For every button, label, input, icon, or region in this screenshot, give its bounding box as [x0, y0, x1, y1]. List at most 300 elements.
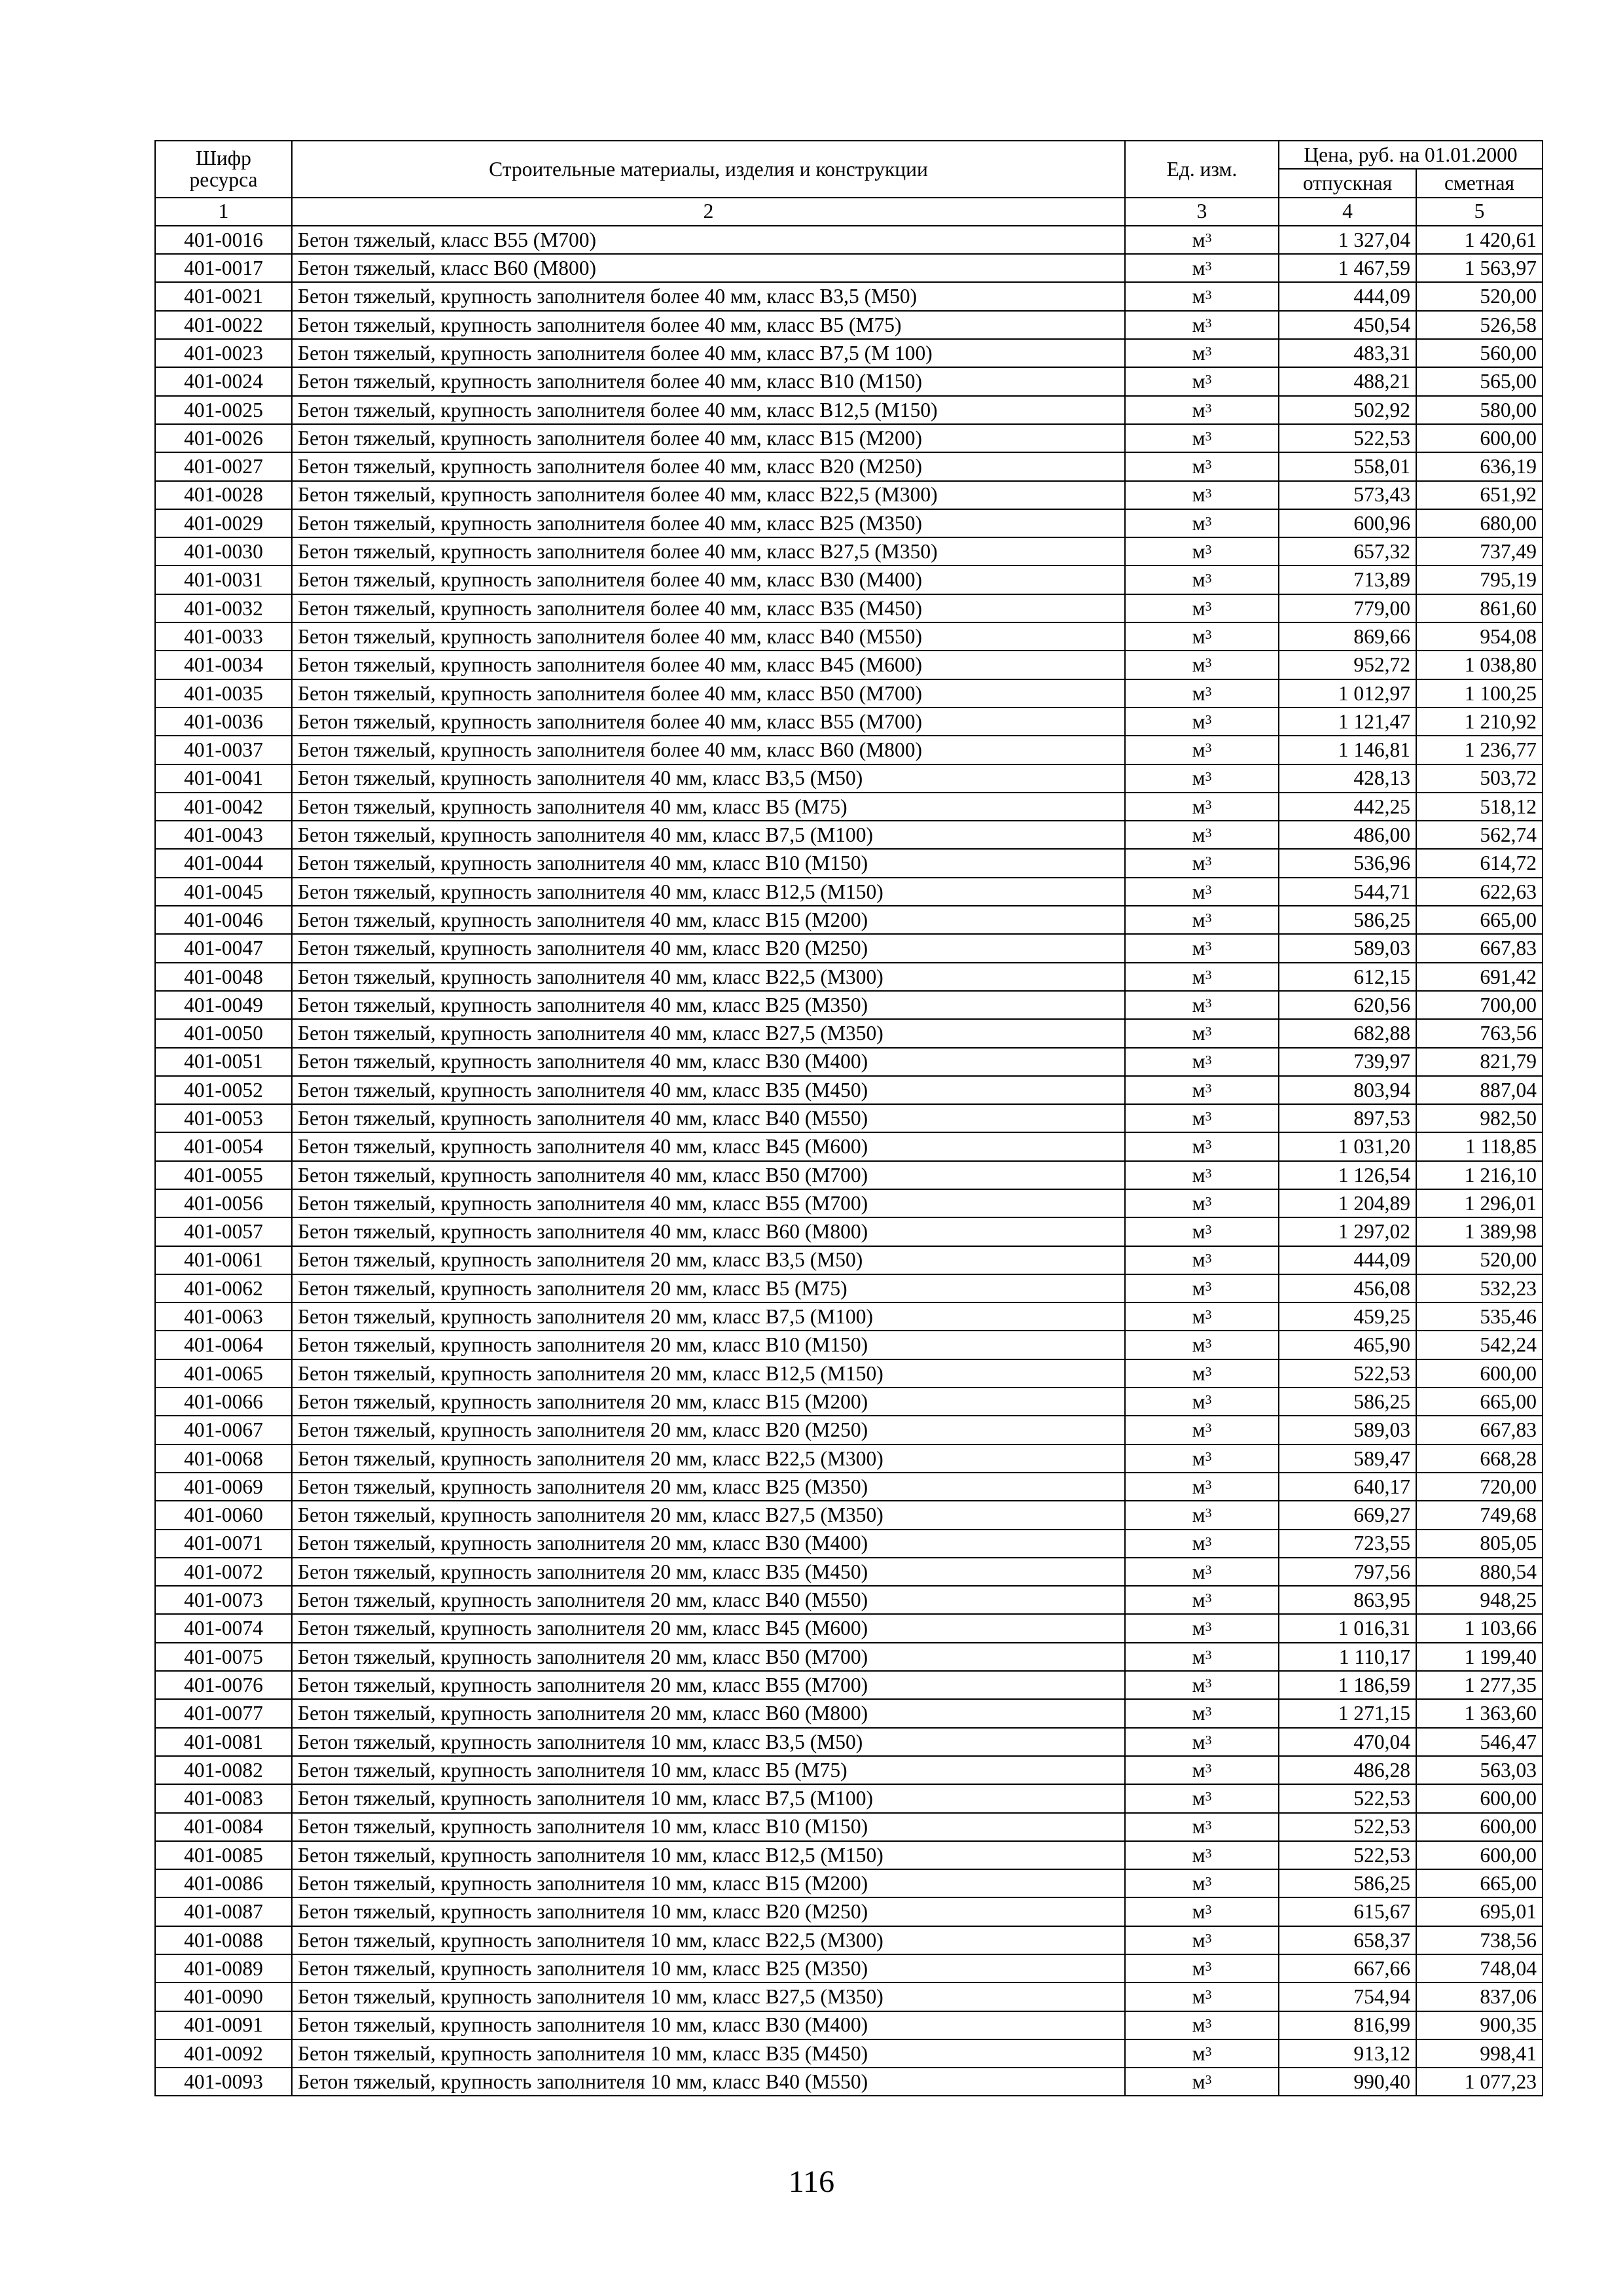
unit-superscript: 3 — [1205, 1960, 1212, 1975]
unit-label: м — [1192, 624, 1205, 648]
release-price: 1 012,97 — [1279, 679, 1416, 708]
unit-superscript: 3 — [1205, 486, 1212, 501]
estimate-price: 622,63 — [1416, 878, 1543, 906]
material-name: Бетон тяжелый, крупность заполнителя 40 мм, класс В10 (М150) — [292, 849, 1125, 877]
release-price: 522,53 — [1279, 1813, 1416, 1841]
unit-label: м — [1192, 1588, 1205, 1612]
estimate-price: 1 210,92 — [1416, 708, 1543, 736]
material-name: Бетон тяжелый, крупность заполнителя более 40 мм, класс В25 (М350) — [292, 509, 1125, 537]
unit-cell — [1125, 1756, 1279, 1784]
estimate-price: 737,49 — [1416, 537, 1543, 565]
unit-cell — [1125, 1444, 1279, 1473]
unit-superscript: 3 — [1205, 1223, 1212, 1238]
col-number: 2 — [292, 198, 1125, 226]
table-row — [155, 1189, 1543, 1217]
estimate-price: 749,68 — [1416, 1501, 1543, 1529]
resource-code: 401-0030 — [155, 537, 292, 565]
header-unit: Ед. изм. — [1125, 141, 1279, 198]
resource-code: 401-0029 — [155, 509, 292, 537]
estimate-price: 900,35 — [1416, 2011, 1543, 2039]
table-row — [155, 481, 1543, 509]
unit-superscript: 3 — [1205, 1592, 1212, 1606]
resource-code: 401-0091 — [155, 2011, 292, 2039]
table-row — [155, 1784, 1543, 1812]
unit-cell — [1125, 1302, 1279, 1331]
unit-label: м — [1192, 709, 1205, 733]
table-row — [155, 1671, 1543, 1699]
table-row — [155, 1841, 1543, 1869]
unit-cell — [1125, 367, 1279, 395]
material-name: Бетон тяжелый, крупность заполнителя 10 мм, класс В7,5 (М100) — [292, 1784, 1125, 1812]
table-row — [155, 1302, 1543, 1331]
col-number: 5 — [1416, 198, 1543, 226]
resource-code: 401-0083 — [155, 1784, 292, 1812]
unit-superscript: 3 — [1205, 855, 1212, 869]
table-row — [155, 679, 1543, 708]
material-name: Бетон тяжелый, крупность заполнителя 20 мм, класс В25 (М350) — [292, 1473, 1125, 1501]
unit-label: м — [1192, 880, 1205, 903]
material-name: Бетон тяжелый, крупность заполнителя 10 мм, класс В20 (М250) — [292, 1897, 1125, 1926]
table-row — [155, 1331, 1543, 1359]
unit-label: м — [1192, 1022, 1205, 1045]
table-row — [155, 1444, 1543, 1473]
unit-label: м — [1192, 738, 1205, 762]
table-row — [155, 1728, 1543, 1756]
estimate-price: 720,00 — [1416, 1473, 1543, 1501]
material-name: Бетон тяжелый, крупность заполнителя более 40 мм, класс В5 (М75) — [292, 311, 1125, 339]
resource-code: 401-0071 — [155, 1530, 292, 1558]
estimate-price: 526,58 — [1416, 311, 1543, 339]
table-row — [155, 1558, 1543, 1586]
unit-superscript: 3 — [1205, 1251, 1212, 1266]
table-row — [155, 537, 1543, 565]
unit-cell — [1125, 594, 1279, 622]
unit-label: м — [1192, 823, 1205, 847]
release-price: 863,95 — [1279, 1586, 1416, 1614]
unit-superscript: 3 — [1205, 1648, 1212, 1662]
unit-cell — [1125, 1897, 1279, 1926]
unit-superscript: 3 — [1205, 713, 1212, 727]
unit-superscript: 3 — [1205, 940, 1212, 954]
table-row — [155, 254, 1543, 282]
unit-cell — [1125, 1530, 1279, 1558]
unit-label: м — [1192, 1390, 1205, 1413]
unit-superscript: 3 — [1205, 742, 1212, 756]
unit-cell — [1125, 849, 1279, 877]
table-row — [155, 736, 1543, 764]
header-name: Строительные материалы, изделия и конструкции — [292, 141, 1125, 198]
resource-code: 401-0090 — [155, 1982, 292, 2011]
unit-label: м — [1192, 455, 1205, 478]
unit-label: м — [1192, 285, 1205, 308]
material-name: Бетон тяжелый, крупность заполнителя 40 мм, класс В25 (М350) — [292, 991, 1125, 1019]
unit-superscript: 3 — [1205, 770, 1212, 784]
unit-cell — [1125, 311, 1279, 339]
unit-superscript: 3 — [1205, 231, 1212, 245]
estimate-price: 520,00 — [1416, 1246, 1543, 1274]
unit-label: м — [1192, 1815, 1205, 1839]
estimate-price: 667,83 — [1416, 934, 1543, 962]
release-price: 1 271,15 — [1279, 1699, 1416, 1727]
material-name: Бетон тяжелый, крупность заполнителя более 40 мм, класс В12,5 (М150) — [292, 396, 1125, 424]
unit-label: м — [1192, 228, 1205, 251]
release-price: 658,37 — [1279, 1926, 1416, 1954]
unit-superscript: 3 — [1205, 1422, 1212, 1436]
unit-superscript: 3 — [1205, 458, 1212, 473]
material-name: Бетон тяжелый, класс В55 (М700) — [292, 226, 1125, 254]
unit-superscript: 3 — [1205, 827, 1212, 841]
estimate-price: 948,25 — [1416, 1586, 1543, 1614]
release-price: 428,13 — [1279, 764, 1416, 793]
unit-cell — [1125, 679, 1279, 708]
table-row — [155, 1104, 1543, 1132]
estimate-price: 1 236,77 — [1416, 736, 1543, 764]
table-row — [155, 1926, 1543, 1954]
table-row — [155, 1274, 1543, 1302]
resource-code: 401-0046 — [155, 906, 292, 934]
material-name: Бетон тяжелый, крупность заполнителя 20 мм, класс В60 (М800) — [292, 1699, 1125, 1727]
table-row — [155, 906, 1543, 934]
unit-superscript: 3 — [1205, 288, 1212, 302]
unit-superscript: 3 — [1205, 430, 1212, 444]
unit-cell — [1125, 282, 1279, 310]
table-row — [155, 282, 1543, 310]
unit-cell — [1125, 793, 1279, 821]
release-price: 1 146,81 — [1279, 736, 1416, 764]
release-price: 600,96 — [1279, 509, 1416, 537]
unit-cell — [1125, 1643, 1279, 1671]
unit-cell — [1125, 1274, 1279, 1302]
table-row — [155, 311, 1543, 339]
unit-cell — [1125, 1841, 1279, 1869]
release-price: 536,96 — [1279, 849, 1416, 877]
unit-label: м — [1192, 483, 1205, 507]
unit-superscript: 3 — [1205, 514, 1212, 529]
material-name: Бетон тяжелый, крупность заполнителя более 40 мм, класс В27,5 (М350) — [292, 537, 1125, 565]
unit-label: м — [1192, 1956, 1205, 1980]
unit-cell — [1125, 1614, 1279, 1642]
release-price: 589,47 — [1279, 1444, 1416, 1473]
unit-superscript: 3 — [1205, 912, 1212, 926]
estimate-price: 691,42 — [1416, 963, 1543, 991]
release-price: 450,54 — [1279, 311, 1416, 339]
release-price: 1 110,17 — [1279, 1643, 1416, 1671]
material-name: Бетон тяжелый, крупность заполнителя 10 мм, класс В5 (М75) — [292, 1756, 1125, 1784]
resource-code: 401-0049 — [155, 991, 292, 1019]
table-row — [155, 2068, 1543, 2096]
material-name: Бетон тяжелый, крупность заполнителя 40 мм, класс В27,5 (М350) — [292, 1019, 1125, 1047]
resource-code: 401-0048 — [155, 963, 292, 991]
table-row — [155, 991, 1543, 1019]
resource-code: 401-0021 — [155, 282, 292, 310]
release-price: 589,03 — [1279, 934, 1416, 962]
unit-superscript: 3 — [1205, 1733, 1212, 1748]
unit-cell — [1125, 1954, 1279, 1982]
table-row — [155, 1246, 1543, 1274]
release-price: 444,09 — [1279, 282, 1416, 310]
table-row — [155, 1643, 1543, 1671]
table-row — [155, 963, 1543, 991]
unit-cell — [1125, 991, 1279, 1019]
resource-code: 401-0051 — [155, 1048, 292, 1076]
release-price: 486,00 — [1279, 821, 1416, 849]
release-price: 465,90 — [1279, 1331, 1416, 1359]
material-name: Бетон тяжелый, крупность заполнителя 20 мм, класс В3,5 (М50) — [292, 1246, 1125, 1274]
resource-code: 401-0084 — [155, 1813, 292, 1841]
resource-code: 401-0072 — [155, 1558, 292, 1586]
release-price: 816,99 — [1279, 2011, 1416, 2039]
material-name: Бетон тяжелый, крупность заполнителя 20 мм, класс В10 (М150) — [292, 1331, 1125, 1359]
unit-cell — [1125, 1869, 1279, 1897]
release-price: 657,32 — [1279, 537, 1416, 565]
unit-label: м — [1192, 1560, 1205, 1583]
table-row — [155, 1982, 1543, 2011]
estimate-price: 614,72 — [1416, 849, 1543, 877]
unit-label: м — [1192, 1843, 1205, 1867]
estimate-price: 1 277,35 — [1416, 1671, 1543, 1699]
material-name: Бетон тяжелый, крупность заполнителя 40 мм, класс В12,5 (М150) — [292, 878, 1125, 906]
release-price: 1 467,59 — [1279, 254, 1416, 282]
table-row — [155, 1869, 1543, 1897]
estimate-price: 667,83 — [1416, 1416, 1543, 1444]
unit-superscript: 3 — [1205, 373, 1212, 387]
table-row — [155, 764, 1543, 793]
estimate-price: 562,74 — [1416, 821, 1543, 849]
material-name: Бетон тяжелый, крупность заполнителя более 40 мм, класс В20 (М250) — [292, 452, 1125, 480]
release-price: 442,25 — [1279, 793, 1416, 821]
release-price: 1 204,89 — [1279, 1189, 1416, 1217]
material-name: Бетон тяжелый, крупность заполнителя более 40 мм, класс В55 (М700) — [292, 708, 1125, 736]
material-name: Бетон тяжелый, крупность заполнителя более 40 мм, класс В30 (М400) — [292, 565, 1125, 594]
release-price: 1 297,02 — [1279, 1217, 1416, 1246]
unit-label: м — [1192, 426, 1205, 450]
unit-superscript: 3 — [1205, 1308, 1212, 1323]
estimate-price: 763,56 — [1416, 1019, 1543, 1047]
unit-superscript: 3 — [1205, 1166, 1212, 1181]
release-price: 739,97 — [1279, 1048, 1416, 1076]
resource-code: 401-0081 — [155, 1728, 292, 1756]
unit-cell — [1125, 1784, 1279, 1812]
estimate-price: 1 420,61 — [1416, 226, 1543, 254]
resource-code: 401-0025 — [155, 396, 292, 424]
resource-code: 401-0024 — [155, 367, 292, 395]
unit-cell — [1125, 1048, 1279, 1076]
estimate-price: 748,04 — [1416, 1954, 1543, 1982]
estimate-price: 954,08 — [1416, 622, 1543, 651]
unit-cell — [1125, 1586, 1279, 1614]
unit-cell — [1125, 339, 1279, 367]
release-price: 723,55 — [1279, 1530, 1416, 1558]
estimate-price: 600,00 — [1416, 424, 1543, 452]
resource-code: 401-0056 — [155, 1189, 292, 1217]
estimate-price: 651,92 — [1416, 481, 1543, 509]
table-row — [155, 1359, 1543, 1388]
header-price-group: Цена, руб. на 01.01.2000 — [1279, 141, 1543, 169]
unit-cell — [1125, 424, 1279, 452]
table-row — [155, 1954, 1543, 1982]
unit-cell — [1125, 1331, 1279, 1359]
unit-label: м — [1192, 313, 1205, 336]
unit-cell — [1125, 1161, 1279, 1189]
material-name: Бетон тяжелый, крупность заполнителя 10 мм, класс В12,5 (М150) — [292, 1841, 1125, 1869]
material-name: Бетон тяжелый, крупность заполнителя более 40 мм, класс В22,5 (М300) — [292, 481, 1125, 509]
table-row — [155, 934, 1543, 962]
release-price: 589,03 — [1279, 1416, 1416, 1444]
table-row — [155, 1897, 1543, 1926]
unit-cell — [1125, 1217, 1279, 1246]
release-price: 620,56 — [1279, 991, 1416, 1019]
material-name: Бетон тяжелый, крупность заполнителя 10 мм, класс В40 (М550) — [292, 2068, 1125, 2096]
unit-cell — [1125, 708, 1279, 736]
estimate-price: 1 199,40 — [1416, 1643, 1543, 1671]
unit-label: м — [1192, 1163, 1205, 1187]
material-name: Бетон тяжелый, крупность заполнителя 40 мм, класс В5 (М75) — [292, 793, 1125, 821]
table-row — [155, 339, 1543, 367]
unit-superscript: 3 — [1205, 1450, 1212, 1464]
table-row — [155, 452, 1543, 480]
release-price: 522,53 — [1279, 1359, 1416, 1388]
release-price: 1 186,59 — [1279, 1671, 1416, 1699]
resource-code: 401-0050 — [155, 1019, 292, 1047]
unit-cell — [1125, 764, 1279, 793]
release-price: 803,94 — [1279, 1076, 1416, 1104]
estimate-price: 880,54 — [1416, 1558, 1543, 1586]
table-row — [155, 622, 1543, 651]
material-name: Бетон тяжелый, крупность заполнителя 20 мм, класс В45 (М600) — [292, 1614, 1125, 1642]
unit-label: м — [1192, 1617, 1205, 1640]
unit-label: м — [1192, 1532, 1205, 1555]
release-price: 1 327,04 — [1279, 226, 1416, 254]
resource-code: 401-0055 — [155, 1161, 292, 1189]
release-price: 779,00 — [1279, 594, 1416, 622]
material-name: Бетон тяжелый, крупность заполнителя 40 мм, класс В30 (М400) — [292, 1048, 1125, 1076]
unit-superscript: 3 — [1205, 883, 1212, 897]
release-price: 869,66 — [1279, 622, 1416, 651]
material-name: Бетон тяжелый, крупность заполнителя 40 мм, класс В35 (М450) — [292, 1076, 1125, 1104]
estimate-price: 600,00 — [1416, 1841, 1543, 1869]
material-name: Бетон тяжелый, крупность заполнителя 40 мм, класс В22,5 (М300) — [292, 963, 1125, 991]
table-row — [155, 1132, 1543, 1160]
resource-code: 401-0075 — [155, 1643, 292, 1671]
table-row — [155, 1048, 1543, 1076]
material-name: Бетон тяжелый, крупность заполнителя более 40 мм, класс В10 (М150) — [292, 367, 1125, 395]
resource-code: 401-0023 — [155, 339, 292, 367]
table-row — [155, 1019, 1543, 1047]
resource-code: 401-0017 — [155, 254, 292, 282]
estimate-price: 700,00 — [1416, 991, 1543, 1019]
resource-code: 401-0086 — [155, 1869, 292, 1897]
unit-superscript: 3 — [1205, 1138, 1212, 1153]
table-header — [155, 141, 1543, 226]
release-price: 459,25 — [1279, 1302, 1416, 1331]
unit-superscript: 3 — [1205, 1931, 1212, 1946]
resource-code: 401-0028 — [155, 481, 292, 509]
resource-code: 401-0060 — [155, 1501, 292, 1529]
unit-label: м — [1192, 795, 1205, 818]
unit-superscript: 3 — [1205, 1535, 1212, 1549]
material-name: Бетон тяжелый, крупность заполнителя 20 мм, класс В30 (М400) — [292, 1530, 1125, 1558]
material-name: Бетон тяжелый, крупность заполнителя 10 мм, класс В10 (М150) — [292, 1813, 1125, 1841]
unit-superscript: 3 — [1205, 1025, 1212, 1039]
resource-code: 401-0052 — [155, 1076, 292, 1104]
unit-superscript: 3 — [1205, 1875, 1212, 1890]
resource-code: 401-0045 — [155, 878, 292, 906]
estimate-price: 695,01 — [1416, 1897, 1543, 1926]
estimate-price: 503,72 — [1416, 764, 1543, 793]
table-row — [155, 651, 1543, 679]
resource-code: 401-0044 — [155, 849, 292, 877]
unit-cell — [1125, 1359, 1279, 1388]
unit-cell — [1125, 736, 1279, 764]
material-name: Бетон тяжелый, крупность заполнителя 40 мм, класс В45 (М600) — [292, 1132, 1125, 1160]
unit-label: м — [1192, 1050, 1205, 1073]
unit-superscript: 3 — [1205, 1479, 1212, 1493]
estimate-price: 546,47 — [1416, 1728, 1543, 1756]
unit-cell — [1125, 1926, 1279, 1954]
release-price: 667,66 — [1279, 1954, 1416, 1982]
unit-label: м — [1192, 568, 1205, 592]
material-name: Бетон тяжелый, крупность заполнителя 20 мм, класс В55 (М700) — [292, 1671, 1125, 1699]
estimate-price: 600,00 — [1416, 1784, 1543, 1812]
table-row — [155, 594, 1543, 622]
table-row — [155, 1416, 1543, 1444]
unit-label: м — [1192, 1276, 1205, 1300]
estimate-price: 1 103,66 — [1416, 1614, 1543, 1642]
resource-code: 401-0032 — [155, 594, 292, 622]
release-price: 897,53 — [1279, 1104, 1416, 1132]
unit-label: м — [1192, 511, 1205, 535]
unit-superscript: 3 — [1205, 316, 1212, 331]
unit-superscript: 3 — [1205, 1790, 1212, 1804]
unit-cell — [1125, 1699, 1279, 1727]
resource-code: 401-0047 — [155, 934, 292, 962]
col-number: 4 — [1279, 198, 1416, 226]
material-name: Бетон тяжелый, крупность заполнителя 40 мм, класс В20 (М250) — [292, 934, 1125, 962]
estimate-price: 1 296,01 — [1416, 1189, 1543, 1217]
unit-cell — [1125, 963, 1279, 991]
estimate-price: 982,50 — [1416, 1104, 1543, 1132]
unit-cell — [1125, 1076, 1279, 1104]
release-price: 470,04 — [1279, 1728, 1416, 1756]
estimate-price: 680,00 — [1416, 509, 1543, 537]
estimate-price: 665,00 — [1416, 906, 1543, 934]
col-number: 3 — [1125, 198, 1279, 226]
estimate-price: 563,03 — [1416, 1756, 1543, 1784]
unit-superscript: 3 — [1205, 1988, 1212, 2003]
unit-label: м — [1192, 852, 1205, 875]
unit-superscript: 3 — [1205, 1761, 1212, 1776]
table-row — [155, 367, 1543, 395]
table-row — [155, 1076, 1543, 1104]
unit-label: м — [1192, 1191, 1205, 1215]
unit-cell — [1125, 1104, 1279, 1132]
unit-label: м — [1192, 965, 1205, 988]
resource-code: 401-0065 — [155, 1359, 292, 1388]
material-name: Бетон тяжелый, крупность заполнителя 40 мм, класс В3,5 (М50) — [292, 764, 1125, 793]
material-name: Бетон тяжелый, крупность заполнителя более 40 мм, класс В15 (М200) — [292, 424, 1125, 452]
resource-code: 401-0092 — [155, 2039, 292, 2068]
unit-superscript: 3 — [1205, 1280, 1212, 1294]
resource-code: 401-0027 — [155, 452, 292, 480]
material-name: Бетон тяжелый, крупность заполнителя 20 мм, класс В5 (М75) — [292, 1274, 1125, 1302]
unit-cell — [1125, 934, 1279, 962]
estimate-price: 861,60 — [1416, 594, 1543, 622]
table-row — [155, 1813, 1543, 1841]
unit-label: м — [1192, 937, 1205, 960]
unit-label: м — [1192, 1220, 1205, 1244]
release-price: 573,43 — [1279, 481, 1416, 509]
resource-code: 401-0043 — [155, 821, 292, 849]
